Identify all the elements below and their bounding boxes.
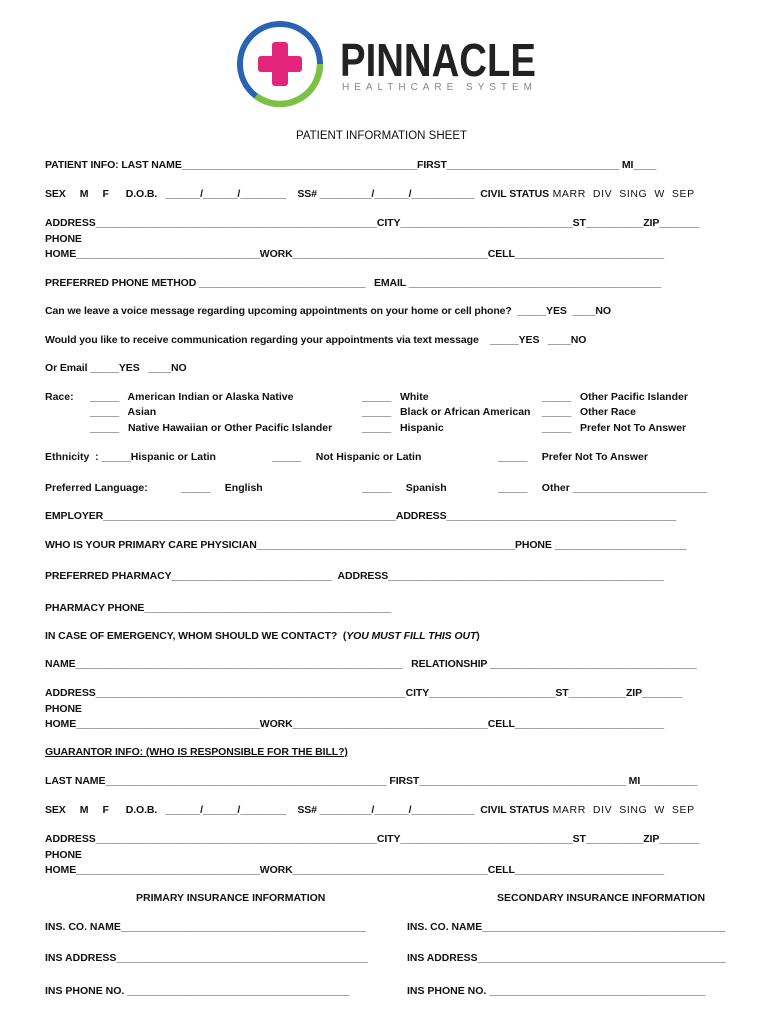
pcp-line[interactable]: WHO IS YOUR PRIMARY CARE PHYSICIAN_____________________________________________PHONE _______________________ bbox=[45, 539, 687, 551]
primary-insurance-heading: PRIMARY INSURANCE INFORMATION bbox=[136, 892, 326, 904]
ethnicity-hispanic-option[interactable]: Ethnicity : _____Hispanic or Latin bbox=[45, 451, 216, 463]
patient-address-line[interactable]: ADDRESS_________________________________________________CITY______________________________ST__________ZIP_______ bbox=[45, 217, 700, 229]
race-option[interactable]: _____ Other Race bbox=[542, 406, 636, 418]
race-option[interactable]: _____ Native Hawaiian or Other Pacific Islander bbox=[90, 422, 333, 434]
guarantor-civil-status-options[interactable]: MARR DIV SING W SEP bbox=[549, 804, 695, 816]
voicemail-consent-line[interactable]: Can we leave a voice message regarding upcoming appointments on your home or cell phone? _____YES ____NO bbox=[45, 305, 611, 317]
race-option[interactable]: _____ Asian bbox=[90, 406, 157, 418]
guarantor-sex-dob-text: SEX M F D.O.B. ______/______/________ SS# _________/______/___________ CIVIL STATUS bbox=[45, 804, 550, 816]
language-english-option[interactable]: _____ English bbox=[181, 482, 263, 494]
logo-brand-sub: HEALTHCARE SYSTEM bbox=[342, 82, 532, 93]
guarantor-home-line[interactable]: HOME________________________________WORK__________________________________CELL__________________________ bbox=[45, 864, 665, 876]
pharmacy-line[interactable]: PREFERRED PHARMACY____________________________ ADDRESS________________________________________________ bbox=[45, 570, 664, 582]
primary-ins-phone-line[interactable]: INS PHONE NO. ______________________________________ bbox=[45, 985, 350, 997]
emergency-home-line[interactable]: HOME________________________________WORK__________________________________CELL__________________________ bbox=[45, 718, 665, 730]
ethnicity-not-hispanic-option[interactable]: _____ Not Hispanic or Latin bbox=[272, 451, 422, 463]
race-option[interactable]: _____ Other Pacific Islander bbox=[542, 391, 688, 403]
patient-name-line[interactable]: PATIENT INFO: LAST NAME_________________________________________FIRST______________________________ MI____ bbox=[45, 159, 657, 171]
medical-cross-icon bbox=[258, 42, 302, 86]
race-option[interactable]: _____ Black or African American bbox=[362, 406, 531, 418]
email-consent-line[interactable]: Or Email _____YES ____NO bbox=[45, 362, 187, 374]
race-option[interactable]: _____ White bbox=[362, 391, 429, 403]
pinnacle-logo bbox=[228, 18, 548, 110]
guarantor-heading: GUARANTOR INFO: (WHO IS RESPONSIBLE FOR THE BILL?) bbox=[45, 746, 348, 758]
pharmacy-phone-line[interactable]: PHARMACY PHONE___________________________________________ bbox=[45, 602, 392, 614]
language-other-option[interactable]: _____ Other _______________________ bbox=[498, 482, 708, 494]
race-label: Race: bbox=[45, 391, 74, 403]
emergency-address-line[interactable]: ADDRESS______________________________________________________CITY______________________ST__________ZIP_______ bbox=[45, 687, 683, 699]
guarantor-address-line[interactable]: ADDRESS_________________________________________________CITY______________________________ST__________ZIP_______ bbox=[45, 833, 700, 845]
emergency-name-line[interactable]: NAME_________________________________________________________ RELATIONSHIP ____________________________________ bbox=[45, 658, 697, 670]
guarantor-name-line[interactable]: LAST NAME_________________________________________________ FIRST____________________________________ MI__________ bbox=[45, 775, 698, 787]
patient-home-line[interactable]: HOME________________________________WORK__________________________________CELL__________________________ bbox=[45, 248, 665, 260]
preferred-phone-line[interactable]: PREFERRED PHONE METHOD _____________________________ EMAIL ____________________________________________ bbox=[45, 277, 662, 289]
secondary-ins-name-line[interactable]: INS. CO. NAME__________________________________________ bbox=[407, 921, 726, 933]
primary-ins-address-line[interactable]: INS ADDRESS___________________________________________ bbox=[45, 952, 368, 964]
employer-line[interactable]: EMPLOYER___________________________________________________ADDRESS________________________________________ bbox=[45, 510, 677, 522]
ethnicity-prefer-not-option[interactable]: _____ Prefer Not To Answer bbox=[498, 451, 648, 463]
secondary-insurance-heading: SECONDARY INSURANCE INFORMATION bbox=[497, 892, 706, 904]
language-label: Preferred Language: bbox=[45, 482, 148, 494]
race-option[interactable]: _____ Hispanic bbox=[362, 422, 444, 434]
logo-brand-name: PINNACLE bbox=[340, 34, 536, 86]
race-option[interactable]: _____ American Indian or Alaska Native bbox=[90, 391, 294, 403]
emergency-heading-text: IN CASE OF EMERGENCY, WHOM SHOULD WE CONTACT? ( bbox=[45, 630, 347, 642]
primary-ins-name-line[interactable]: INS. CO. NAME__________________________________________ bbox=[45, 921, 367, 933]
emergency-phone-label: PHONE bbox=[45, 703, 82, 715]
secondary-ins-phone-line[interactable]: INS PHONE NO. _____________________________________ bbox=[407, 985, 706, 997]
emergency-heading bbox=[45, 630, 480, 643]
text-consent-line[interactable]: Would you like to receive communication regarding your appointments via text message _____YES ____NO bbox=[45, 334, 587, 346]
guarantor-phone-label: PHONE bbox=[45, 849, 82, 861]
race-option[interactable]: _____ Prefer Not To Answer bbox=[542, 422, 687, 434]
guarantor-sex-dob-line[interactable] bbox=[45, 804, 695, 817]
emergency-heading-note: YOU MUST FILL THIS OUT bbox=[346, 630, 477, 642]
patient-civil-status-options[interactable]: MARR DIV SING W SEP bbox=[549, 188, 695, 200]
patient-phone-label: PHONE bbox=[45, 233, 82, 245]
language-spanish-option[interactable]: _____ Spanish bbox=[362, 482, 447, 494]
form-title: PATIENT INFORMATION SHEET bbox=[296, 130, 468, 142]
patient-sex-dob-text: SEX M F D.O.B. ______/______/________ SS# _________/______/___________ CIVIL STATUS bbox=[45, 188, 550, 200]
secondary-ins-address-line[interactable]: INS ADDRESS___________________________________________ bbox=[407, 952, 726, 964]
patient-sex-dob-line[interactable] bbox=[45, 188, 695, 201]
emergency-heading-end: ) bbox=[476, 630, 480, 642]
